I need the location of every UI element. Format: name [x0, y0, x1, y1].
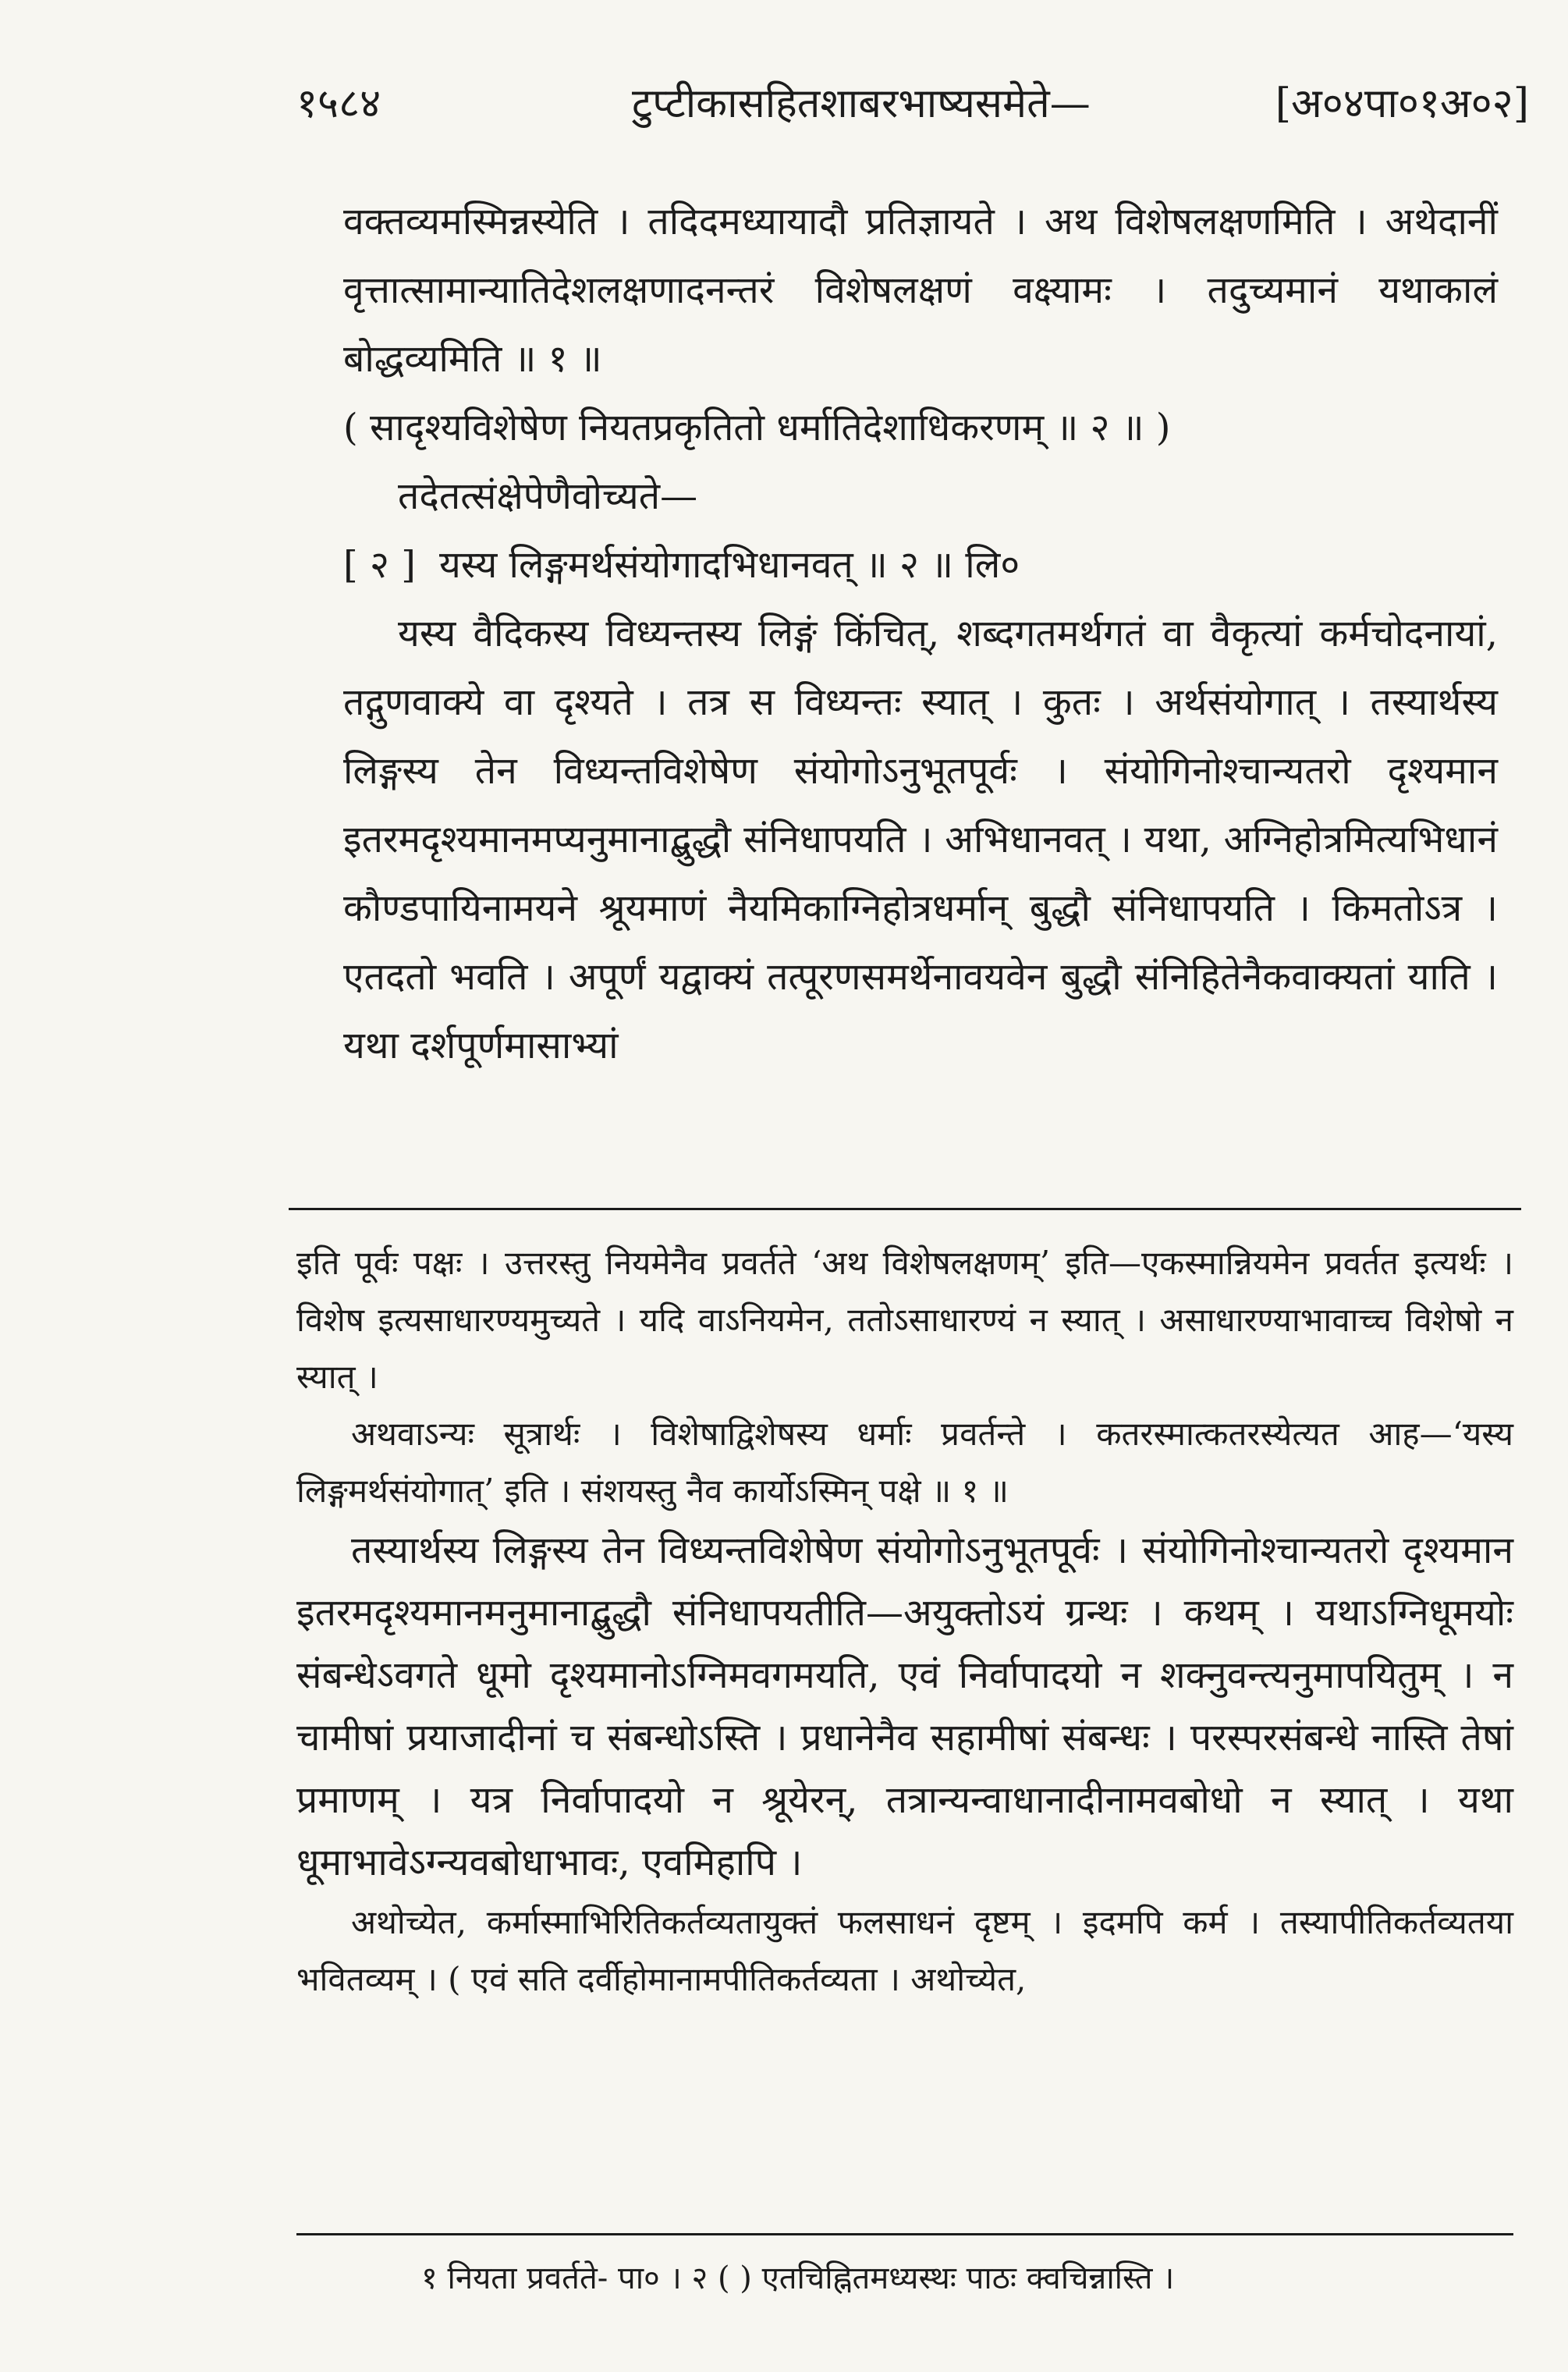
- footnote: १ नियता प्रवर्तते- पा० । २ ( ) एतचिह्नितमध्यस्थः पाठः क्वचिन्नास्ति ।: [421, 2260, 1175, 2296]
- page-number: १५८४: [296, 80, 381, 127]
- section-reference: [अ०४पा०१अ०२]: [1275, 80, 1529, 127]
- main-text: [343, 187, 1498, 1080]
- commentary-paragraph: तस्यार्थस्य लिङ्गस्य तेन विध्यन्तविशेषेण संयोगोऽनुभूतपूर्वः । संयोगिनोश्चान्यतरो दृश्यमान इतरमदृश्यमानमनुमानाद्बुद्धौ संनिधापयतीति—अयुक्तोऽयं ग्रन्थः । कथम् । यथाऽग्निधूमयोः संबन्धेऽवगते धूमो दृश्यमानोऽग्निमवगमयति, एवं निर्वापादयो न शक्नुवन्त्यनुमापयितुम् । न चामीषां प्रयाजादीनां च संबन्धोऽस्ति । प्रधानेनैव सहामीषां संबन्धः । परस्परसंबन्धे नास्ति तेषां प्रमाणम् । यत्र निर्वापादयो न श्रूयेरन्, तत्रान्यन्वाधानादीनामवबोधो न स्यात् । यथा धूमाभावेऽग्न्यवबोधाभावः, एवमिहापि ।: [296, 1529, 1513, 1884]
- adhikarana-heading: ( सादृश्यविशेषेण नियतप्रकृतितो धर्मातिदेशाधिकरणम् ॥ २ ॥ ): [343, 406, 1171, 449]
- sutra-text: यस्य लिङ्गमर्थसंयोगादभिधानवत् ॥ २ ॥ लि०: [438, 543, 1020, 587]
- intro-paragraph: वक्तव्यमस्मिन्नस्येति । तदिदमध्यायादौ प्रतिज्ञायते । अथ विशेषलक्षणमिति । अथेदानीं वृत्तात्सामान्यातिदेशलक्षणादनन्तरं विशेषलक्षणं वक्ष्यामः । तदुच्यमानं यथाकालं बोद्धव्यमिति ॥ १ ॥: [343, 200, 1498, 381]
- footnote-divider: [296, 2233, 1513, 2235]
- running-header: [296, 74, 1560, 144]
- commentary-paragraph: अथवाऽन्यः सूत्रार्थः । विशेषाद्विशेषस्य धर्माः प्रवर्तन्ते । कतरस्मात्कतरस्येत्यत आह—‘यस्य लिङ्गमर्थसंयोगात्’ इति । संशयस्तु नैव कार्योऽस्मिन् पक्षे ॥ १ ॥: [296, 1415, 1513, 1510]
- tuptika-commentary: [296, 1234, 1513, 2008]
- bhashya-paragraph: यस्य वैदिकस्य विध्यन्तस्य लिङ्गं किंचित्, शब्दगतमर्थगतं वा वैकृत्यां कर्मचोदनायां, तद्गुणवाक्ये वा दृश्यते । तत्र स विध्यन्तः स्यात् । कुतः । अर्थसंयोगात् । तस्यार्थस्य लिङ्गस्य तेन विध्यन्तविशेषेण संयोगोऽनुभूतपूर्वः । संयोगिनोश्चान्यतरो दृश्यमान इतरमदृश्यमानमप्यनुमानाद्बुद्धौ संनिधापयति । अभिधानवत् । यथा, अग्निहोत्रमित्यभिधानं कौण्डपायिनामयने श्रूयमाणं नैयमिकाग्निहोत्रधर्मान् बुद्धौ संनिधापयति । किमतोऽत्र । एतदतो भवति । अपूर्णं यद्वाक्यं तत्पूरणसमर्थेनावयवेन बुद्धौ संनिहितेनैकवाक्यतां याति । यथा दर्शपूर्णमासाभ्यां: [343, 612, 1498, 1067]
- commentary-paragraph: इति पूर्वः पक्षः । उत्तरस्तु नियमेनैव प्रवर्तते ‘अथ विशेषलक्षणम्’ इति—एकस्मान्नियमेन प्रवर्तत इत्यर्थः । विशेष इत्यसाधारण्यमुच्यते । यदि वाऽनियमेन, ततोऽसाधारण्यं न स्यात् । असाधारण्याभावाच्च विशेषो न स्यात् ।: [296, 1244, 1513, 1396]
- sutra-number: [ २ ]: [343, 543, 416, 587]
- lead-in-line: तदेतत्संक्षेपेणैवोच्यते—: [398, 474, 698, 518]
- commentary-divider: [289, 1208, 1521, 1210]
- sutra-line: [343, 531, 1498, 599]
- running-title: टुप्टीकासहितशाबरभाष्यसमेते—: [632, 80, 1091, 127]
- commentary-paragraph: अथोच्येत, कर्मास्माभिरितिकर्तव्यतायुक्तं फलसाधनं दृष्टम् । इदमपि कर्म । तस्यापीतिकर्तव्यतया भवितव्यम् । ( एवं सति दर्वीहोमानामपीतिकर्तव्यता । अथोच्येत,: [296, 1903, 1513, 1998]
